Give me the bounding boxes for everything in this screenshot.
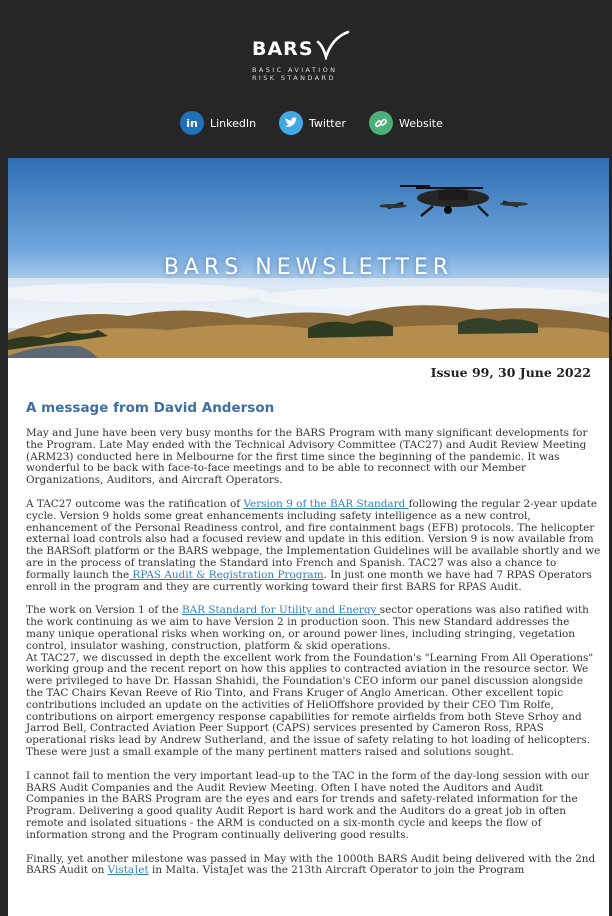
text-span: A TAC27 outcome was the ratification of	[26, 497, 244, 510]
paragraph-2	[26, 499, 601, 593]
bars-logo[interactable]	[252, 30, 370, 82]
utility-energy-standard-link[interactable]: BAR Standard for Utility and Energy	[181, 604, 380, 617]
newsletter-header	[0, 0, 612, 158]
linkedin-label: LinkedIn	[210, 116, 257, 130]
text-span: Finally, yet another milestone was passed in May with the 1000th BARS Audit being delivered with the 2nd BARS Audit on	[26, 852, 596, 877]
twitter-label: Twitter	[309, 116, 346, 130]
website-label: Website	[399, 116, 443, 130]
article-body	[26, 428, 601, 889]
text-span: following the regular 2-year update cycle. Version 9 holds some great enhancements including safety intelligence as a new control, enhancement of the Personal Readiness control, and fire containment bags (EFB) protocols. The helicopter external load controls also had a focused review and update in this edition. Version 9 is now available from the BARSoft platform or the BARS webpage, the Implementation Guidelines will be available shortly and we are in the process of translating the Standard into French and Spanish. TAC27 was also a chance to formally launch the	[26, 497, 601, 581]
logo-subtitle-2: RISK STANDARD	[252, 74, 336, 82]
paragraph-4: I cannot fail to mention the very important lead-up to the TAC in the form of the day-long session with our BARS Audit Companies and the Audit Review Meeting. Often I have noted the Auditors and Audit Companies in the BARS Program are the eyes and ears for trends and safety-related information for the Program. Delivering a good quality Audit Report is hard work and the Auditors do a great job in often remote and isolated situations - the ARM is conducted on a six-month cycle and keeps the flow of information strong and the Program continually delivering good results.	[26, 769, 590, 841]
linkedin-link[interactable]	[180, 111, 256, 135]
paragraph-1: May and June have been very busy months for the BARS Program with many significant developments for the Program. Late May ended with the Technical Advisory Committee (TAC27) and Audit Review Meeting (ARM23) conducted here in Melbourne for the first time since the beginning of the pandemic. It was wonderful to be back with face-to-face meetings and to be able to reconnect with our Member Organizations, Auditors, and Aircraft Operators.	[26, 427, 588, 487]
text-span: sector operations was also ratified with the work continuing as we aim to have Version 2 in production soon. This new Standard addresses the many unique operational risks when working on, or around power lines, including stringing, vegetation control, insulator washing, construction, platform & skid operations.	[26, 604, 589, 652]
paragraph-3	[26, 605, 601, 652]
twitter-icon	[279, 111, 303, 135]
text-span: . In just one month we have had 7 RPAS Operators enroll in the program and they are currently working toward their first BARS for RPAS Audit.	[26, 568, 592, 593]
version9-standard-link[interactable]: Version 9 of the BAR Standard	[243, 497, 409, 510]
text-span: The work on Version 1 of the	[26, 604, 182, 617]
rpas-program-link[interactable]: RPAS Audit & Registration Program	[129, 568, 324, 581]
vistajet-link[interactable]: VistaJet	[107, 864, 149, 877]
hero-title: BARS NEWSLETTER	[163, 255, 454, 280]
paragraph-5	[26, 854, 601, 878]
logo-wordmark: BARS	[252, 38, 314, 60]
twitter-link[interactable]	[279, 111, 346, 135]
link-icon	[369, 111, 393, 135]
linkedin-icon: in	[180, 111, 204, 135]
issue-date: Issue 99, 30 June 2022	[430, 365, 591, 380]
newsletter-card	[8, 158, 609, 916]
checkmark-logo-icon	[314, 30, 354, 60]
text-span: in Malta. VistaJet was the 213th Aircraft Operator to join the Program	[148, 864, 525, 877]
logo-subtitle-1: BASIC AVIATION	[252, 66, 338, 74]
article-heading: A message from David Anderson	[26, 400, 275, 416]
website-link[interactable]	[369, 111, 443, 135]
hero-banner	[8, 158, 609, 358]
paragraph-3b: At TAC27, we discussed in depth the excellent work from the Foundation's "Learning From All Operations" working group and the recent report on how this applies to contracted aviation in the resource sector. We were privileged to have Dr. Hassan Shahidi, the Foundation's CEO inform our panel discussion alongside the TAC Chairs Kevan Reeve of Rio Tinto, and Frans Kruger of Anglo American. Other excellent topic contributions included an update on the activities of HeliOffshore provided by their CEO Tim Rolfe, contributions on airport emergency response capabilities for remote airfields from both Steve Srhoy and Jarrod Bell, Contracted Aviation Peer Support (CAPS) services presented by Cameron Ross, RPAS operational risks lead by Andrew Sutherland, and the issue of safety relating to hot loading of helicopters. These were just a small example of the many pertinent matters raised and solutions sought.	[26, 651, 594, 758]
